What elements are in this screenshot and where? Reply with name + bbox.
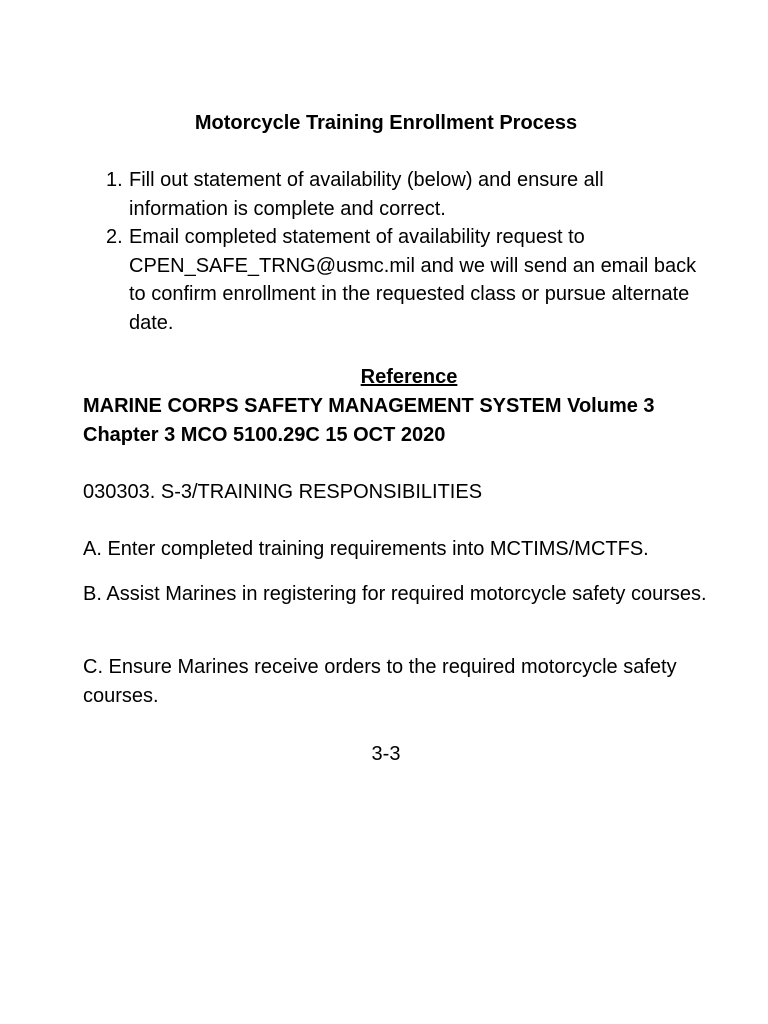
reference-source-line: MARINE CORPS SAFETY MANAGEMENT SYSTEM Volume 3 [83,395,655,417]
reference-source [83,392,683,449]
reference-heading: Reference [360,366,458,388]
step-text: Fill out statement of availability (below) and ensure all information is complete and correct. [129,169,604,220]
step-text: Email completed statement of availability request to CPEN_SAFE_TRNG@usmc.mil and we will send an email back to confirm enrollment in the requested class or pursue alternate date. [129,226,697,334]
responsibility-item-a: A. Enter completed training requirements into MCTIMS/MCTFS. [83,538,649,560]
step-number: 2. [106,226,123,248]
section-heading: 030303. S-3/TRAINING RESPONSIBILITIES [83,481,483,503]
enrollment-steps-list [106,166,706,337]
page-title: Motorcycle Training Enrollment Process [194,112,578,134]
page-number: 3-3 [371,743,401,765]
reference-source-line: Chapter 3 MCO 5100.29C 15 OCT 2020 [83,423,446,446]
step-number: 1. [106,169,123,191]
enrollment-step [106,223,706,337]
enrollment-step [106,166,706,223]
responsibility-item-c: C. Ensure Marines receive orders to the required motorcycle safety courses. [83,656,677,707]
responsibility-item-b: B. Assist Marines in registering for required motorcycle safety courses. [83,583,707,605]
